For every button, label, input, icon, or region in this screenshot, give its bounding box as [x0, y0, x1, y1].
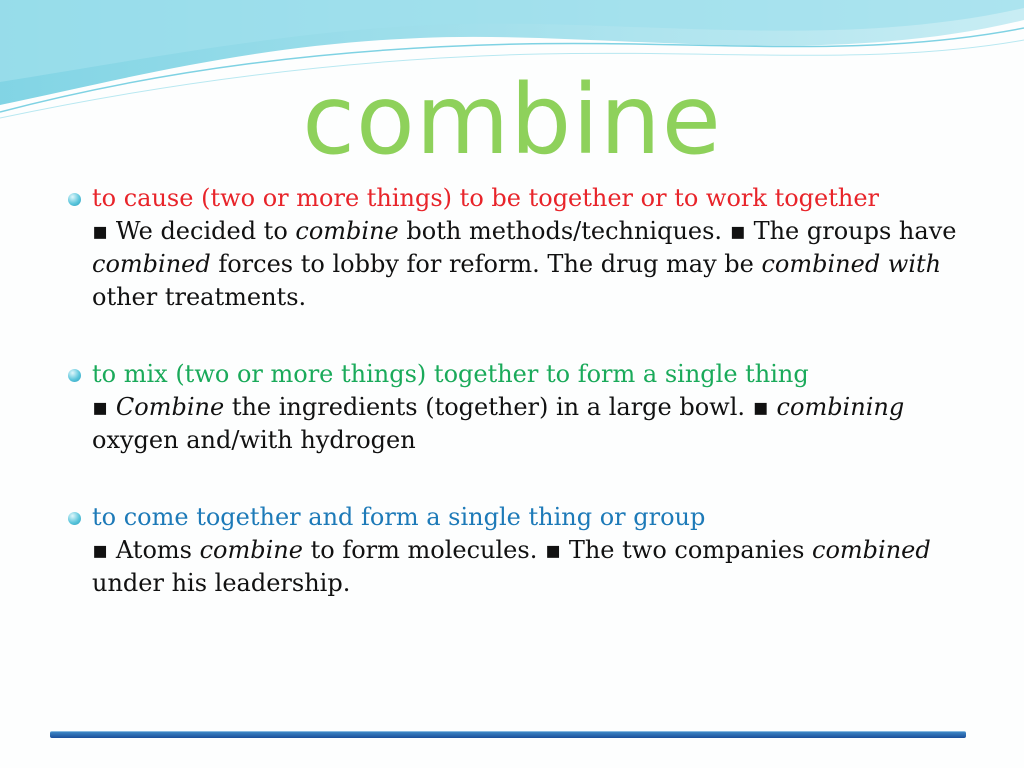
- example-text: ▪ We decided to combine both methods/techniques. ▪ The groups have combined forces to lobby for reform. The drug may be combined with other treatments.: [92, 217, 957, 311]
- definition-text: to cause (two or more things) to be together or to work together: [92, 184, 880, 212]
- example-text: ▪ Atoms combine to form molecules. ▪ The two companies combined under his leadership.: [92, 536, 931, 597]
- definition-list: [64, 182, 964, 644]
- bullet-icon: [68, 512, 81, 525]
- bullet-icon: [68, 193, 81, 206]
- page-title: combine: [302, 64, 722, 176]
- list-item: [64, 358, 964, 457]
- list-item: [64, 501, 964, 600]
- list-item: [64, 182, 964, 314]
- bullet-icon: [68, 369, 81, 382]
- example-text: ▪ Combine the ingredients (together) in a large bowl. ▪ combining oxygen and/with hydrogen: [92, 393, 905, 454]
- definition-text: to come together and form a single thing or group: [92, 503, 706, 531]
- footer-rule: [50, 731, 966, 738]
- definition-text: to mix (two or more things) together to form a single thing: [92, 360, 809, 388]
